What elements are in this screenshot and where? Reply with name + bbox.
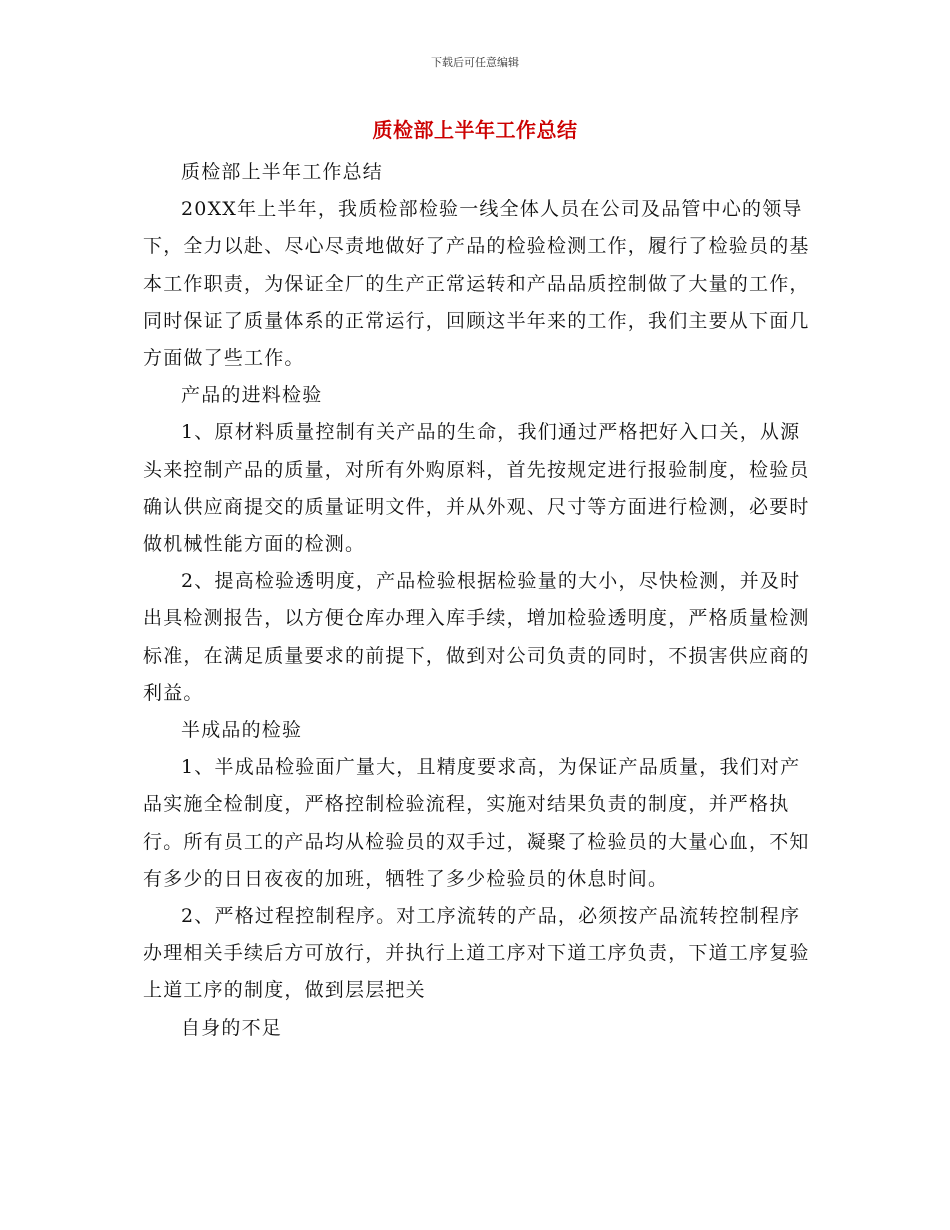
paragraph-semi-finished-2: 2、严格过程控制程序。对工序流转的产品，必须按产品流转控制程序办理相关手续后方可放行，并执行上道工序对下道工序负责，下道工序复验上道工序的制度，做到层层把关 — [143, 905, 810, 1002]
paragraph-incoming-2: 2、提高检验透明度，产品检验根据检验量的大小，尽快检测，并及时出具检测报告，以方便仓库办理入库手续，增加检验透明度，严格质量检测标准，在满足质量要求的前提下，做到对公司负责的同时，不损害供应商的利益。 — [143, 570, 810, 704]
paragraph-subtitle: 质检部上半年工作总结 — [181, 161, 384, 183]
section-heading-shortcomings: 自身的不足 — [181, 1016, 283, 1039]
header-note: 下载后可任意编辑 — [431, 56, 519, 69]
paragraph-semi-finished-1: 1、半成品检验面广量大，且精度要求高，为保证产品质量，我们对产品实施全检制度，严格控制检验流程，实施对结果负责的制度，并严格执行。所有员工的产品均从检验员的双手过，凝聚了检验员的大量心血，不知有多少的日日夜夜的加班，牺牲了多少检验员的休息时间。 — [143, 756, 810, 890]
section-heading-semi-finished: 半成品的检验 — [181, 719, 303, 742]
paragraph-intro: 20XX年上半年，我质检部检验一线全体人员在公司及品管中心的领导下，全力以赴、尽心尽责地做好了产品的检验检测工作，履行了检验员的基本工作职责，为保证全厂的生产正常运转和产品品质控制做了大量的工作，同时保证了质量体系的正常运行，回顾这半年来的工作，我们主要从下面几方面做了些工作。 — [143, 198, 810, 370]
paragraph-incoming-1: 1、原材料质量控制有关产品的生命，我们通过严格把好入口关，从源头来控制产品的质量，对所有外购原料，首先按规定进行报验制度，检验员确认供应商提交的质量证明文件，并从外观、尺寸等方面进行检测，必要时做机械性能方面的检测。 — [143, 421, 810, 556]
document-title: 质检部上半年工作总结 — [372, 118, 578, 142]
document-body — [143, 154, 811, 1047]
section-heading-incoming-inspection: 产品的进料检验 — [181, 384, 323, 407]
